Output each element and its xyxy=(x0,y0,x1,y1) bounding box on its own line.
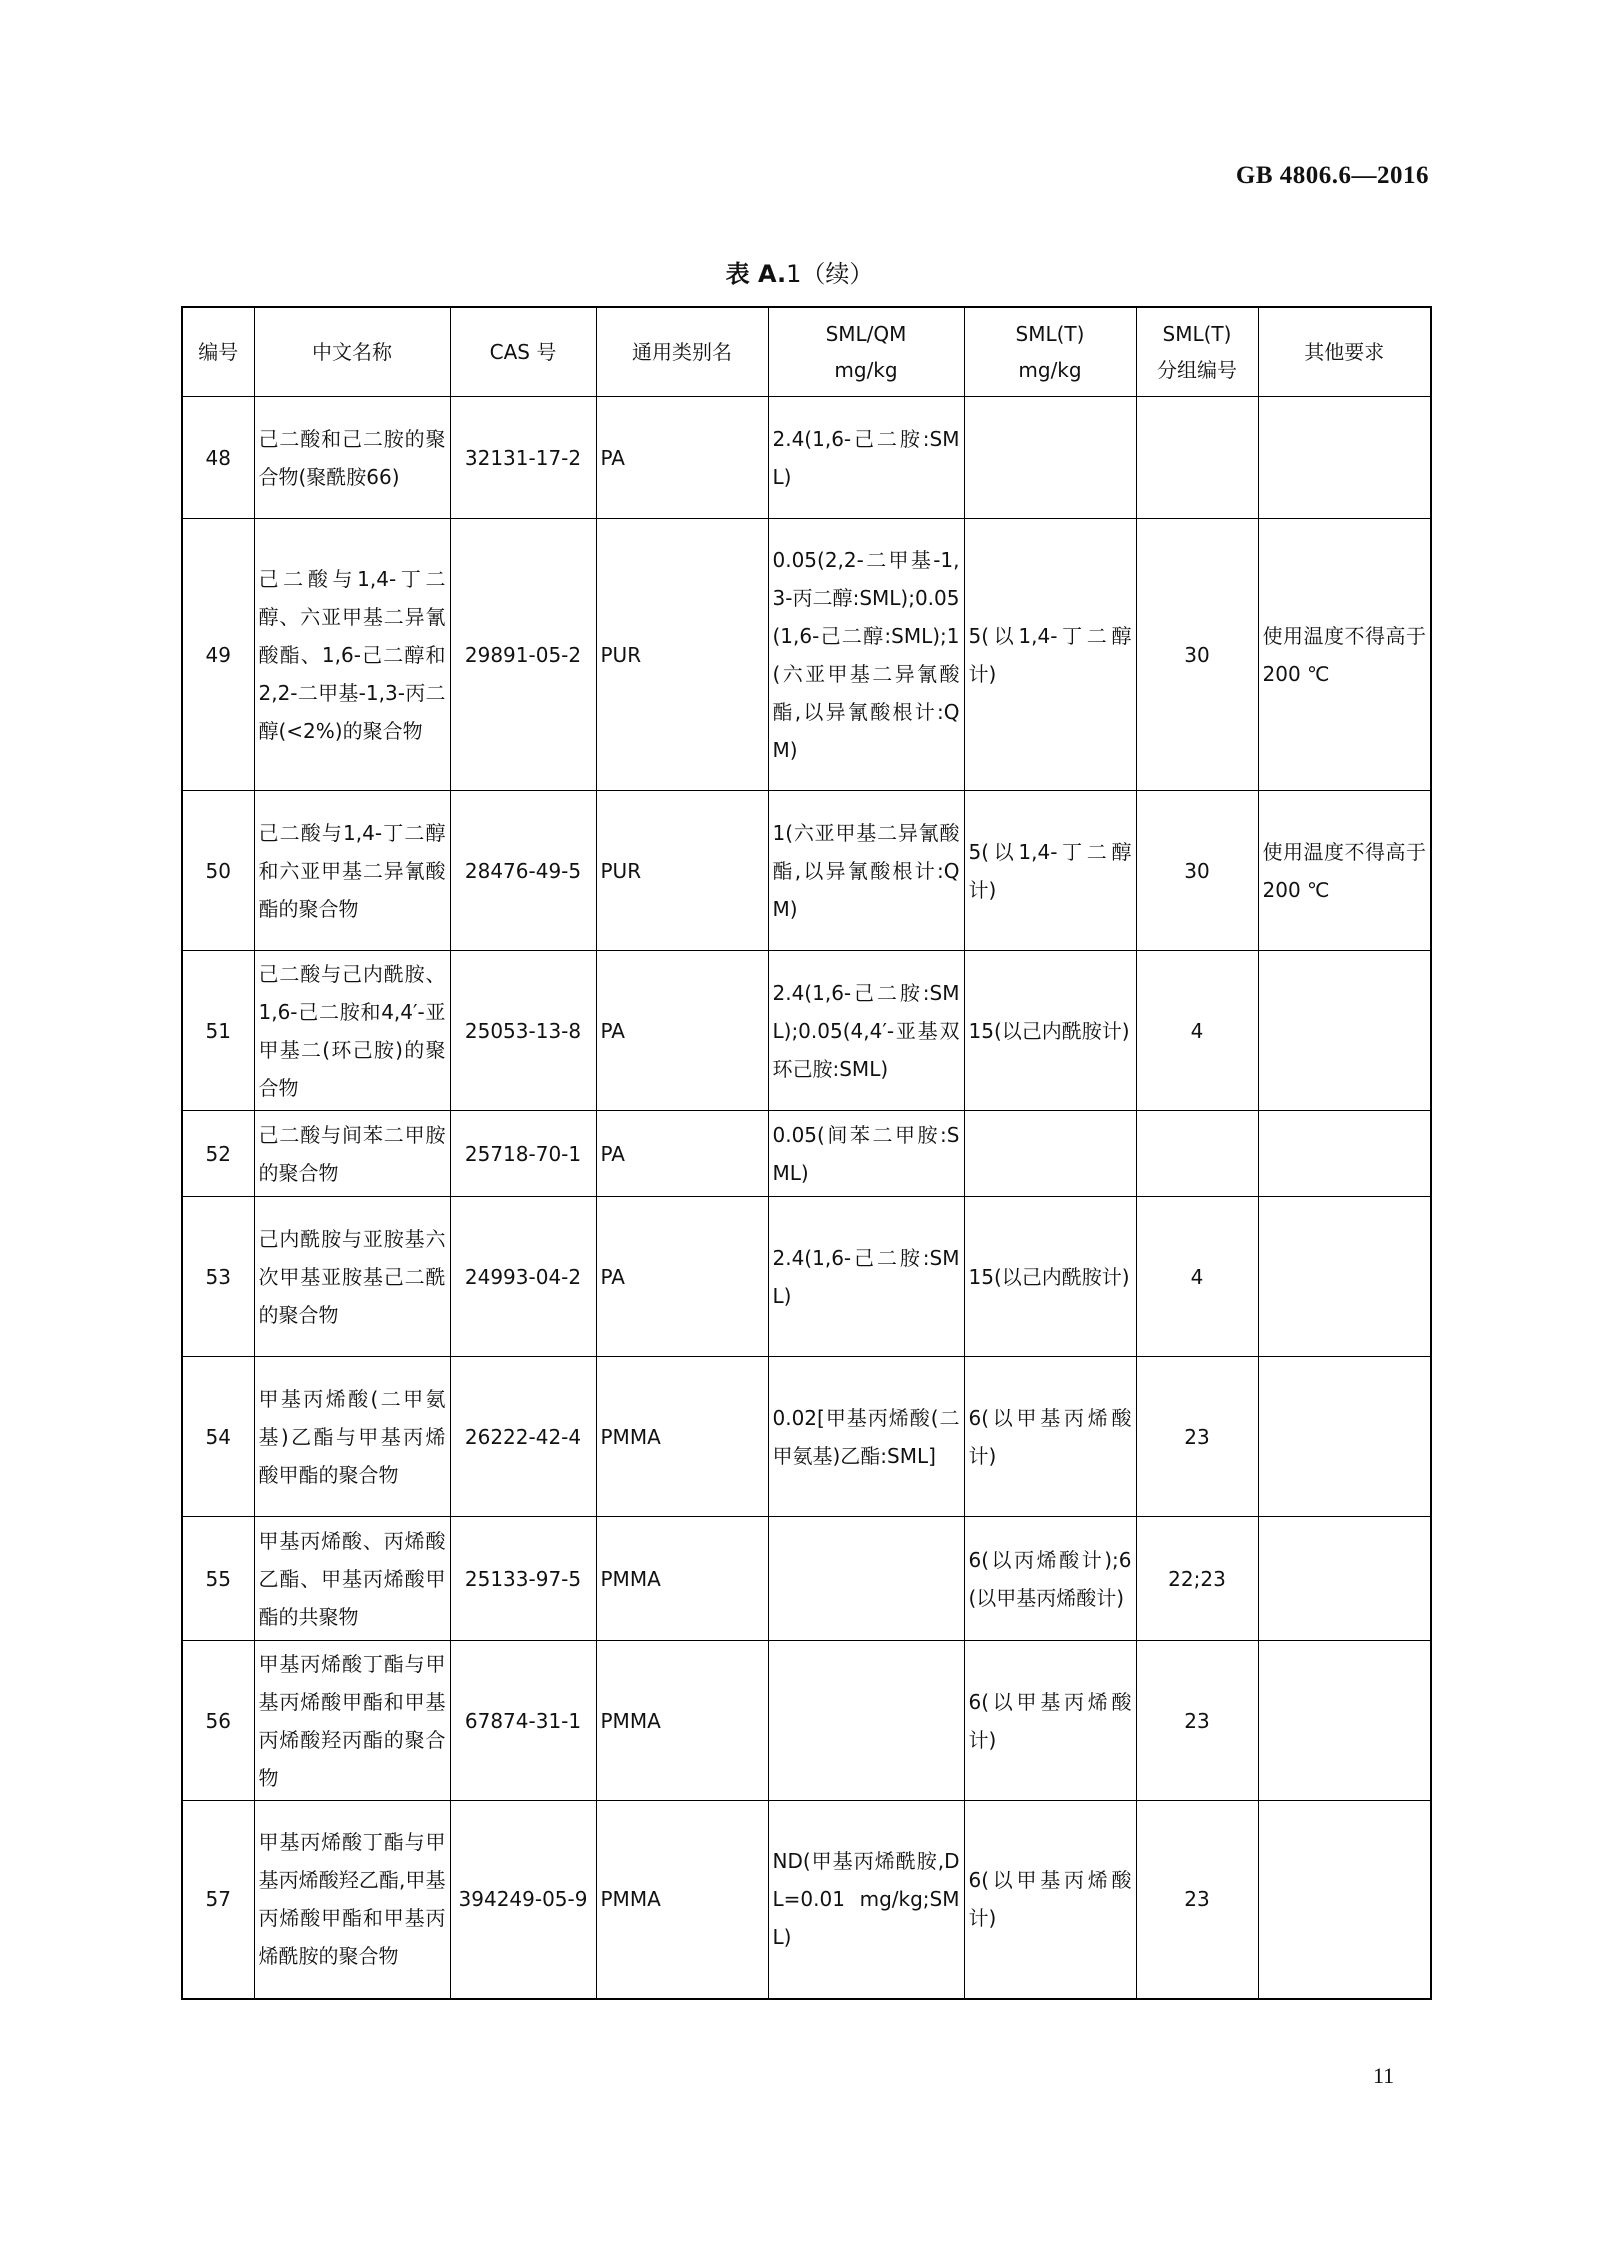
cell-name: 己二酸与间苯二甲胺的聚合物 xyxy=(254,1111,450,1197)
col-header-name: 中文名称 xyxy=(254,307,450,397)
cell-name: 己二酸与1,4-丁二醇、六亚甲基二异氰酸酯、1,6-己二醇和2,2-二甲基-1,3-丙二醇(<2%)的聚合物 xyxy=(254,519,450,791)
cell-name: 甲基丙烯酸、丙烯酸乙酯、甲基丙烯酸甲酯的共聚物 xyxy=(254,1517,450,1641)
cell-sml-t xyxy=(964,397,1136,519)
cell-name: 己二酸和己二胺的聚合物(聚酰胺66) xyxy=(254,397,450,519)
cell-no: 51 xyxy=(182,951,254,1111)
cell-name: 甲基丙烯酸丁酯与甲基丙烯酸羟乙酯,甲基丙烯酸甲酯和甲基丙烯酰胺的聚合物 xyxy=(254,1801,450,1999)
cell-category: PMMA xyxy=(596,1801,768,1999)
cell-cas: 24993-04-2 xyxy=(450,1197,596,1357)
cell-group: 23 xyxy=(1136,1801,1258,1999)
cell-cas: 29891-05-2 xyxy=(450,519,596,791)
cell-cas: 25053-13-8 xyxy=(450,951,596,1111)
cell-no: 50 xyxy=(182,791,254,951)
cell-sml-t: 6(以甲基丙烯酸计) xyxy=(964,1357,1136,1517)
col-header-group-line1: SML(T) xyxy=(1162,322,1232,346)
cell-cas: 28476-49-5 xyxy=(450,791,596,951)
cell-category: PA xyxy=(596,397,768,519)
table-row xyxy=(182,951,1431,1111)
table-row xyxy=(182,397,1431,519)
cell-sml-t xyxy=(964,1111,1136,1197)
cell-category: PMMA xyxy=(596,1357,768,1517)
table-row xyxy=(182,1111,1431,1197)
cell-sml-qm: 2.4(1,6-己二胺:SML) xyxy=(768,1197,964,1357)
cell-no: 55 xyxy=(182,1517,254,1641)
standard-code: GB 4806.6—2016 xyxy=(1235,162,1429,189)
cell-sml-t: 6(以甲基丙烯酸计) xyxy=(964,1801,1136,1999)
cell-cas: 26222-42-4 xyxy=(450,1357,596,1517)
cell-no: 57 xyxy=(182,1801,254,1999)
cell-sml-qm: 1(六亚甲基二异氰酸酯,以异氰酸根计:QM) xyxy=(768,791,964,951)
col-header-group xyxy=(1136,307,1258,397)
cell-sml-qm: 0.02[甲基丙烯酸(二甲氨基)乙酯:SML] xyxy=(768,1357,964,1517)
cell-category: PUR xyxy=(596,791,768,951)
cell-sml-t: 6(以甲基丙烯酸计) xyxy=(964,1641,1136,1801)
table-row xyxy=(182,1197,1431,1357)
table-row xyxy=(182,1357,1431,1517)
cell-category: PA xyxy=(596,1197,768,1357)
page-number: 11 xyxy=(1373,2063,1395,2088)
cell-group: 23 xyxy=(1136,1641,1258,1801)
cell-category: PA xyxy=(596,1111,768,1197)
table-row xyxy=(182,1517,1431,1641)
cell-sml-t: 15(以己内酰胺计) xyxy=(964,951,1136,1111)
spec-table xyxy=(181,306,1432,2000)
table-title xyxy=(0,254,1599,289)
col-header-sml-t-unit: mg/kg xyxy=(1018,358,1082,382)
cell-group xyxy=(1136,1111,1258,1197)
cell-name: 己二酸与1,4-丁二醇和六亚甲基二异氰酸酯的聚合物 xyxy=(254,791,450,951)
cell-no: 48 xyxy=(182,397,254,519)
cell-cas: 32131-17-2 xyxy=(450,397,596,519)
cell-other xyxy=(1258,1517,1431,1641)
cell-sml-t: 6(以丙烯酸计);6(以甲基丙烯酸计) xyxy=(964,1517,1136,1641)
cell-sml-qm xyxy=(768,1517,964,1641)
cell-other xyxy=(1258,1197,1431,1357)
table-title-label: 表 A. xyxy=(725,260,787,288)
col-header-category: 通用类别名 xyxy=(596,307,768,397)
table-row xyxy=(182,1801,1431,1999)
table-row xyxy=(182,1641,1431,1801)
cell-group: 4 xyxy=(1136,1197,1258,1357)
cell-cas: 394249-05-9 xyxy=(450,1801,596,1999)
table-row xyxy=(182,791,1431,951)
cell-category: PUR xyxy=(596,519,768,791)
table-title-suffix: 1（续） xyxy=(786,260,874,288)
cell-cas: 25718-70-1 xyxy=(450,1111,596,1197)
cell-cas: 25133-97-5 xyxy=(450,1517,596,1641)
cell-sml-qm: 0.05(间苯二甲胺:SML) xyxy=(768,1111,964,1197)
cell-other xyxy=(1258,951,1431,1111)
cell-category: PMMA xyxy=(596,1641,768,1801)
cell-sml-t: 5(以1,4-丁二醇计) xyxy=(964,791,1136,951)
cell-name: 己内酰胺与亚胺基六次甲基亚胺基己二酰的聚合物 xyxy=(254,1197,450,1357)
cell-sml-qm: 2.4(1,6-己二胺:SML);0.05(4,4′-亚基双环己胺:SML) xyxy=(768,951,964,1111)
cell-no: 53 xyxy=(182,1197,254,1357)
cell-sml-qm: ND(甲基丙烯酰胺,DL=0.01 mg/kg;SML) xyxy=(768,1801,964,1999)
cell-sml-t: 15(以己内酰胺计) xyxy=(964,1197,1136,1357)
cell-no: 52 xyxy=(182,1111,254,1197)
cell-other xyxy=(1258,1641,1431,1801)
cell-cas: 67874-31-1 xyxy=(450,1641,596,1801)
cell-group: 30 xyxy=(1136,791,1258,951)
cell-sml-qm xyxy=(768,1641,964,1801)
cell-sml-qm: 0.05(2,2-二甲基-1,3-丙二醇:SML);0.05(1,6-己二醇:SML);1(六亚甲基二异氰酸酯,以异氰酸根计:QM) xyxy=(768,519,964,791)
cell-group: 4 xyxy=(1136,951,1258,1111)
cell-name: 己二酸与己内酰胺、1,6-己二胺和4,4′-亚甲基二(环己胺)的聚合物 xyxy=(254,951,450,1111)
cell-other xyxy=(1258,1111,1431,1197)
col-header-sml-t xyxy=(964,307,1136,397)
col-header-no: 编号 xyxy=(182,307,254,397)
cell-group: 22;23 xyxy=(1136,1517,1258,1641)
cell-no: 49 xyxy=(182,519,254,791)
cell-group: 30 xyxy=(1136,519,1258,791)
col-header-sml-qm-line1: SML/QM xyxy=(825,322,907,346)
col-header-sml-t-line1: SML(T) xyxy=(1015,322,1085,346)
cell-other xyxy=(1258,1801,1431,1999)
cell-other: 使用温度不得高于200 ℃ xyxy=(1258,791,1431,951)
cell-other: 使用温度不得高于200 ℃ xyxy=(1258,519,1431,791)
col-header-sml-qm xyxy=(768,307,964,397)
cell-no: 54 xyxy=(182,1357,254,1517)
cell-category: PMMA xyxy=(596,1517,768,1641)
col-header-cas: CAS 号 xyxy=(450,307,596,397)
cell-group xyxy=(1136,397,1258,519)
cell-sml-qm: 2.4(1,6-己二胺:SML) xyxy=(768,397,964,519)
cell-other xyxy=(1258,397,1431,519)
col-header-sml-qm-unit: mg/kg xyxy=(834,358,898,382)
cell-name: 甲基丙烯酸(二甲氨基)乙酯与甲基丙烯酸甲酯的聚合物 xyxy=(254,1357,450,1517)
cell-no: 56 xyxy=(182,1641,254,1801)
col-header-other: 其他要求 xyxy=(1258,307,1431,397)
cell-category: PA xyxy=(596,951,768,1111)
table-header-row xyxy=(182,307,1431,397)
cell-sml-t: 5(以1,4-丁二醇计) xyxy=(964,519,1136,791)
cell-group: 23 xyxy=(1136,1357,1258,1517)
cell-name: 甲基丙烯酸丁酯与甲基丙烯酸甲酯和甲基丙烯酸羟丙酯的聚合物 xyxy=(254,1641,450,1801)
col-header-group-line2: 分组编号 xyxy=(1157,358,1237,382)
table-row xyxy=(182,519,1431,791)
cell-other xyxy=(1258,1357,1431,1517)
